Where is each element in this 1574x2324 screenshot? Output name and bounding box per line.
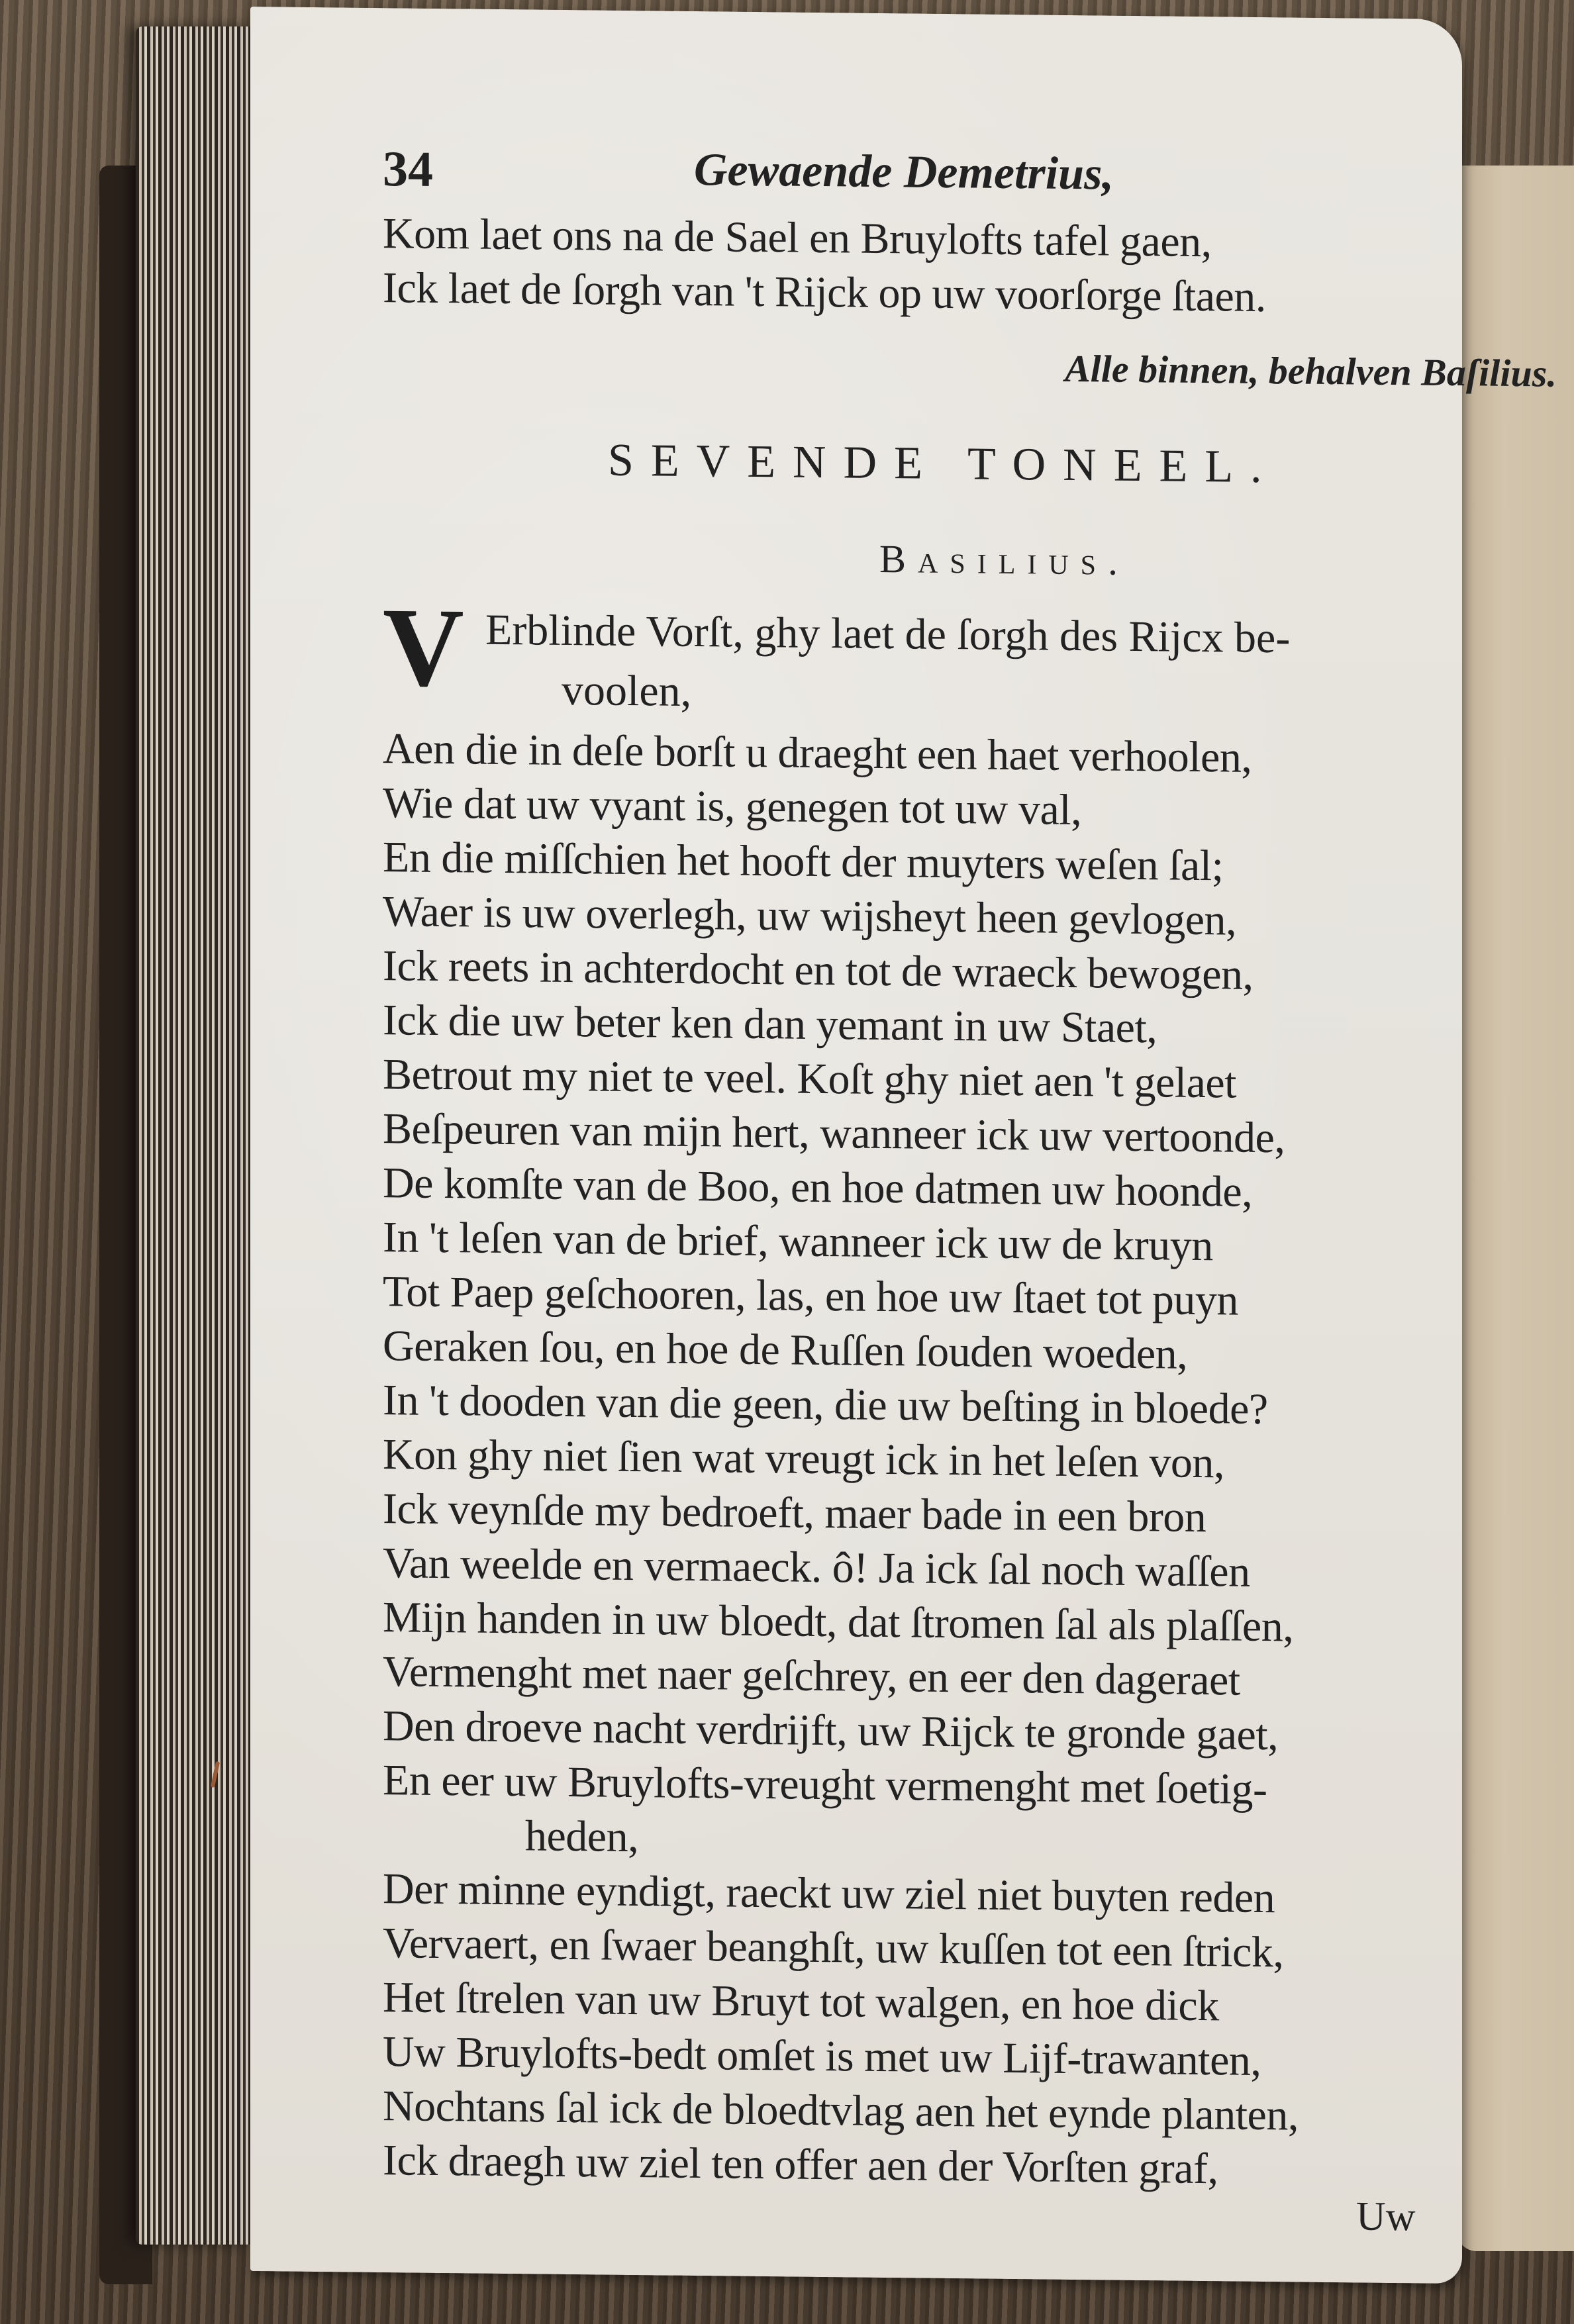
verse-line: Der minne eyndigt, raeckt uw ziel niet buyten reden xyxy=(383,1864,1275,1923)
verse-line: Ick veynſde my bedroeft, maer bade in een bron xyxy=(383,1484,1206,1542)
verse-line-first: Erblinde Vorſt, ghy laet de ſorgh des Rijcx be- xyxy=(485,605,1291,663)
verse-line: Betrout my niet te veel. Koſt ghy niet aen 't gelaet xyxy=(383,1050,1237,1108)
stage-direction: Alle binnen, behalven Baſilius. xyxy=(1065,346,1557,395)
drop-cap: V xyxy=(383,585,464,710)
verse-line: Ick laet de ſorgh van 't Rijck op uw voorſorge ſtaen. xyxy=(383,264,1266,322)
speech-verse xyxy=(383,722,1455,2199)
verse-line: Den droeve nacht verdrijft, uw Rijck te gronde gaet, xyxy=(383,1702,1279,1760)
opening-verse xyxy=(383,207,1455,326)
verse-line-continuation: heden, xyxy=(525,1812,639,1862)
verse-line: Ick reets in achterdocht en tot de wraeck bewogen, xyxy=(383,942,1254,999)
verse-line: De komſte van de Boo, en hoe datmen uw hoonde, xyxy=(383,1159,1253,1216)
verse-line: Nochtans ſal ick de bloedtvlag aen het eynde planten, xyxy=(383,2082,1299,2140)
verse-line: Tot Paep geſchooren, las, en hoe uw ſtaet tot puyn xyxy=(383,1267,1238,1325)
verse-line: En eer uw Bruylofts-vreught vermenght met ſoetig- xyxy=(383,1756,1267,1814)
verse-line: Beſpeuren van mijn hert, wanneer ick uw vertoonde, xyxy=(383,1104,1285,1163)
page-header xyxy=(383,140,1376,200)
scene-title: SEVENDE TONEEL. xyxy=(608,434,1279,493)
verse-line: Waer is uw overlegh, uw wijsheyt heen gevlogen, xyxy=(383,887,1236,945)
speaker-name: Basilius. xyxy=(879,536,1130,583)
verse-line-continuation: voolen, xyxy=(562,665,692,716)
verse-line: Vervaert, en ſwaer beanghſt, uw kuſſen tot een ſtrick, xyxy=(383,1919,1284,1977)
verse-line: Uw Bruylofts-bedt omſet is met uw Lijf-trawanten, xyxy=(383,2027,1261,2085)
verse-line: In 't leſen van de brief, wanneer ick uw de kruyn xyxy=(383,1213,1213,1271)
verse-line: Mijn handen in uw bloedt, dat ſtromen ſal als plaſſen, xyxy=(383,1593,1294,1651)
catchword: Uw xyxy=(1356,2194,1416,2240)
verse-line: Van weelde en vermaeck. ô! Ja ick ſal noch waſſen xyxy=(383,1539,1250,1596)
verse-line: In 't dooden van die geen, die uw beſting in bloede? xyxy=(383,1376,1268,1434)
page-number: 34 xyxy=(383,141,433,197)
verse-line: En die miſſchien het hooft der muyters weſen ſal; xyxy=(383,833,1224,891)
verse-line: Het ſtrelen van uw Bruyt tot walgen, en hoe dick xyxy=(383,1973,1219,2031)
verse-line: Kon ghy niet ſien wat vreugt ick in het leſen von, xyxy=(383,1430,1224,1488)
book-page xyxy=(250,7,1557,2284)
running-title: Gewaende Demetrius, xyxy=(694,144,1114,200)
verse-line: Wie dat uw vyant is, genegen tot uw val, xyxy=(383,779,1082,835)
verse-line: Geraken ſou, en hoe de Ruſſen ſouden woeden, xyxy=(383,1322,1188,1379)
verse-line: Vermenght met naer geſchrey, en eer den dageraet xyxy=(383,1647,1240,1705)
verse-line: Kom laet ons na de Sael en Bruylofts tafel gaen, xyxy=(383,209,1212,267)
verse-line: Ick draegh uw ziel ten offer aen der Vorſten graf, xyxy=(383,2136,1218,2194)
verse-line: Aen die in deſe borſt u draeght een haet verhoolen, xyxy=(383,724,1252,782)
facing-page xyxy=(1457,166,1574,2251)
book-page-edges xyxy=(136,26,255,2245)
verse-line: Ick die uw beter ken dan yemant in uw Staet, xyxy=(383,996,1157,1053)
